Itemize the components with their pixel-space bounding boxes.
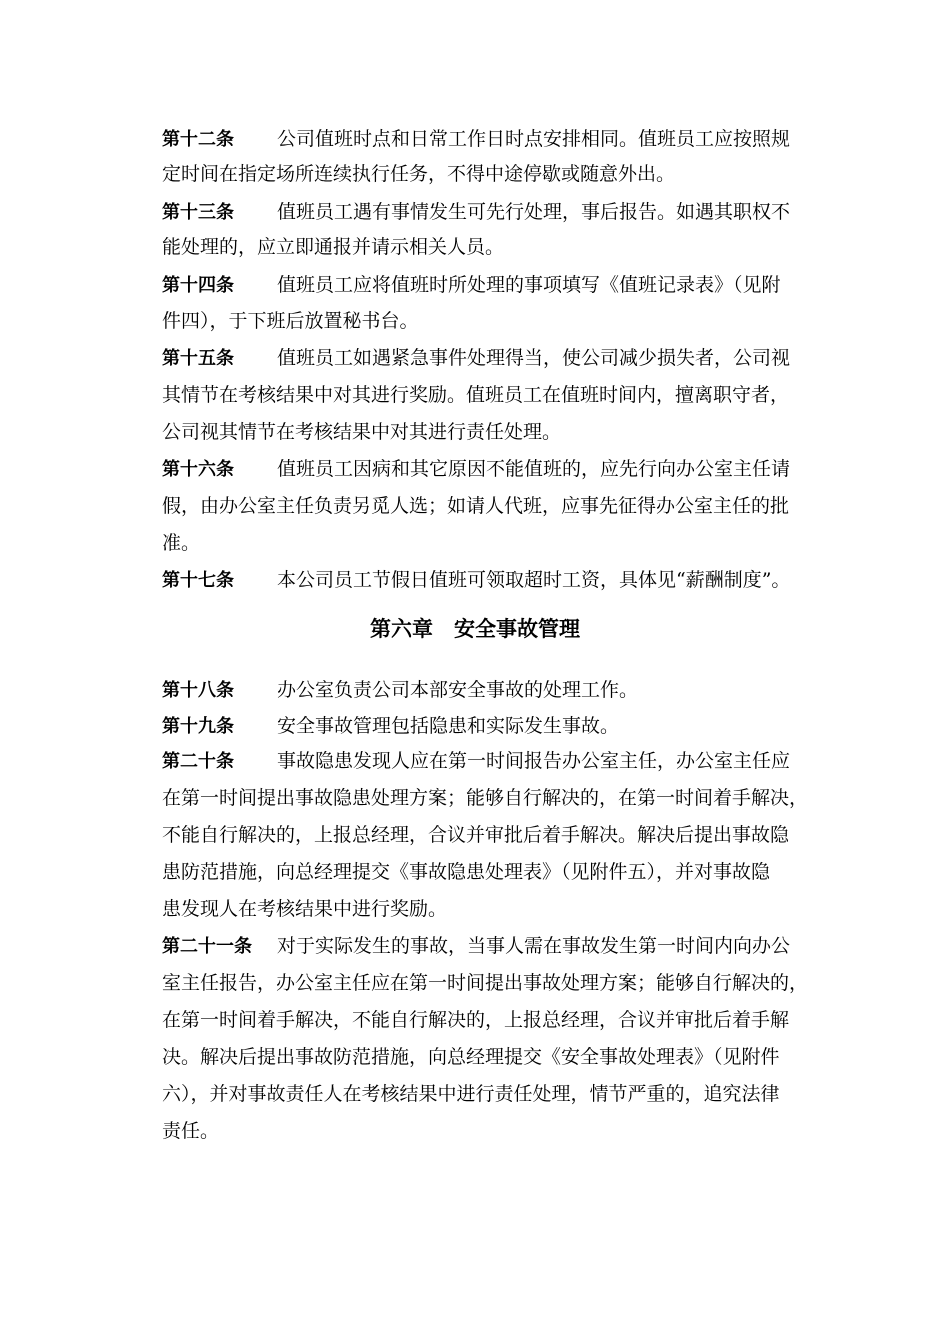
article-15-line-1 (162, 343, 790, 373)
article-17-text: 本公司员工节假日值班可领取超时工资，具体见“薪酬制度”。 (277, 569, 791, 591)
article-19-text: 安全事故管理包括隐患和实际发生事故。 (277, 715, 620, 737)
article-16-label: 第十六条 (162, 459, 234, 480)
article-16-line-1 (162, 454, 790, 484)
article-20-line-4: 患防范措施，向总经理提交《事故隐患处理表》（见附件五），并对事故隐 (162, 861, 771, 883)
article-14-line-1 (162, 270, 781, 300)
article-21-label: 第二十一条 (162, 936, 252, 957)
chapter-title: 第六章 安全事故管理 (370, 617, 580, 641)
article-19-label: 第十九条 (162, 716, 234, 737)
article-20-label: 第二十条 (162, 751, 234, 772)
article-18-label: 第十八条 (162, 680, 234, 701)
article-16-text: 值班员工因病和其它原因不能值班的，应先行向办公室主任请 (277, 458, 791, 480)
article-17-line-1 (162, 565, 790, 595)
article-12-text: 公司值班时点和日常工作日时点安排相同。值班员工应按照规 (277, 128, 791, 150)
article-20-line-3: 不能自行解决的，上报总经理，合议并审批后着手解决。解决后提出事故隐 (162, 824, 790, 846)
article-21-line-4: 决。解决后提出事故防范措施，向总经理提交《安全事故处理表》（见附件 (162, 1046, 780, 1068)
article-13-line-2: 能处理的，应立即通报并请示相关人员。 (162, 236, 505, 258)
article-20-text: 事故隐患发现人应在第一时间报告办公室主任，办公室主任应 (277, 750, 791, 772)
article-19-line-1 (162, 711, 619, 741)
article-12-line-1 (162, 124, 790, 154)
article-20-line-5: 患发现人在考核结果中进行奖励。 (162, 898, 448, 920)
article-21-line-6: 责任。 (162, 1120, 220, 1142)
article-12-line-2: 定时间在指定场所连续执行任务，不得中途停歇或随意外出。 (162, 163, 676, 185)
article-21-line-2: 室主任报告，办公室主任应在第一时间提出事故处理方案；能够自行解决的， (162, 972, 809, 994)
article-21-line-1 (162, 931, 790, 961)
article-21-line-5: 六），并对事故责任人在考核结果中进行责任处理，情节严重的，追究法律 (162, 1083, 780, 1105)
article-13-label: 第十三条 (162, 202, 234, 223)
article-15-label: 第十五条 (162, 348, 234, 369)
article-20-line-2: 在第一时间提出事故隐患处理方案；能够自行解决的，在第一时间着手解决， (162, 787, 809, 809)
article-13-text: 值班员工遇有事情发生可先行处理，事后报告。如遇其职权不 (277, 201, 791, 223)
article-18-text: 办公室负责公司本部安全事故的处理工作。 (277, 679, 639, 701)
article-17-label: 第十七条 (162, 570, 234, 591)
article-15-line-2: 其情节在考核结果中对其进行奖励。值班员工在值班时间内，擅离职守者， (162, 384, 790, 406)
article-16-line-3: 准。 (162, 532, 201, 554)
article-14-label: 第十四条 (162, 275, 234, 296)
article-21-text: 对于实际发生的事故，当事人需在事故发生第一时间内向办公 (277, 935, 791, 957)
article-21-line-3: 在第一时间着手解决，不能自行解决的，上报总经理，合议并审批后着手解 (162, 1009, 790, 1031)
article-13-line-1 (162, 197, 790, 227)
article-12-label: 第十二条 (162, 129, 234, 150)
article-14-text: 值班员工应将值班时所处理的事项填写《值班记录表》（见附 (277, 274, 781, 296)
article-15-text: 值班员工如遇紧急事件处理得当，使公司减少损失者，公司视 (277, 347, 791, 369)
article-18-line-1 (162, 675, 638, 705)
article-14-line-2: 件四），于下班后放置秘书台。 (162, 310, 419, 332)
article-16-line-2: 假，由办公室主任负责另觅人选；如请人代班，应事先征得办公室主任的批 (162, 495, 790, 517)
article-20-line-1 (162, 746, 790, 776)
article-15-line-3: 公司视其情节在考核结果中对其进行责任处理。 (162, 421, 562, 443)
